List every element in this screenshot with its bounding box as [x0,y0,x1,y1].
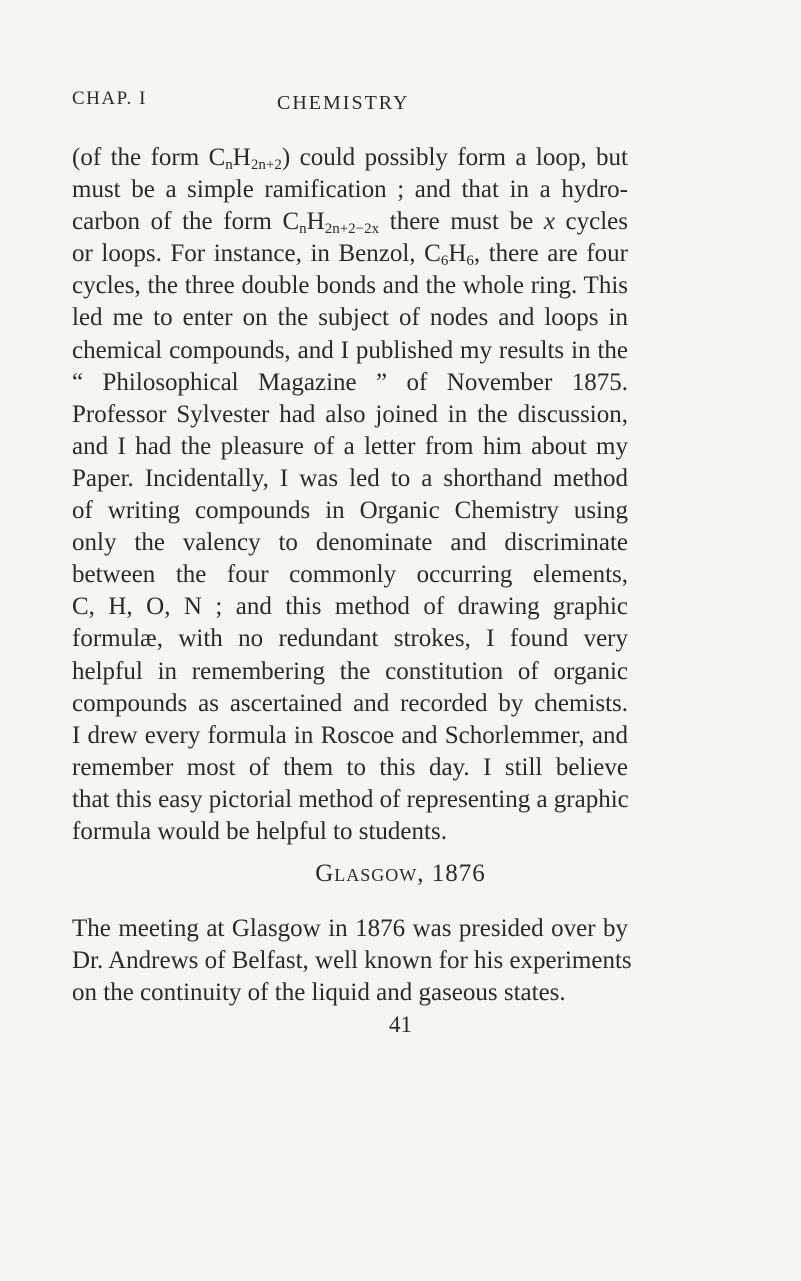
main-paragraph [72,142,628,848]
text-line: C, H, O, N ; and this method of drawing graphic [72,593,628,621]
text-line: formula would be helpful to students. [72,817,447,845]
formula: $C_nH_{2n+2}$) [208,144,291,173]
text-line: compounds as ascertained and recorded by chemists. [72,689,628,717]
text-line: Professor Sylvester had also joined in the discussion, [72,400,628,428]
text-line: Dr. Andrews of Belfast, well known for his experiments [72,947,632,975]
formula: $C_6H_6$ [424,240,474,270]
text-line: cycles, the three double bonds and the whole ring. This [72,272,628,300]
section-heading: Glasgow, 1876 [315,860,486,887]
text-line: only the valency to denominate and discriminate [72,529,628,557]
text-line: or loops. For instance, in Benzol, $C_6H_6$, there are four [72,240,628,270]
text-line: (of the form $C_nH_{2n+2}$) could possibly form a loop, but [72,144,628,173]
text-line: led me to enter on the subject of nodes and loops in [72,304,628,332]
text-line: on the continuity of the liquid and gaseous states. [72,979,566,1007]
text-line: between the four commonly occurring elements, [72,561,628,589]
text-line: helpful in remembering the constitution of organic [72,657,628,685]
running-header [72,88,612,124]
text-line: that this easy pictorial method of representing a graphic [72,785,629,813]
formula: $C_nH_{2n+2-2x}$ [282,208,380,238]
text-line: The meeting at Glasgow in 1876 was presided over by [72,915,628,942]
text-line: chemical compounds, and I published my results in the [72,336,628,364]
text-line: must be a simple ramification ; and that in a hydro- [72,176,628,204]
running-title: CHEMISTRY [277,92,410,114]
text-line: Paper. Incidentally, I was led to a shorthand method [72,464,628,492]
text-line: and I had the pleasure of a letter from him about my [72,432,628,460]
text-line: of writing compounds in Organic Chemistry using [72,497,628,525]
text-line: formulæ, with no redundant strokes, I found very [72,625,628,653]
chapter-label: CHAP. I [72,88,147,109]
text-line: I drew every formula in Roscoe and Schorlemmer, and [72,721,628,749]
page-number: 41 [389,1012,412,1037]
text-line: carbon of the form $C_nH_{2n+2-2x}$ there must be x cycles [72,208,629,238]
text-line: “ Philosophical Magazine ” of November 1875. [72,368,628,396]
text-line: remember most of them to this day. I still believe [72,753,628,781]
section-paragraph [72,913,632,1009]
